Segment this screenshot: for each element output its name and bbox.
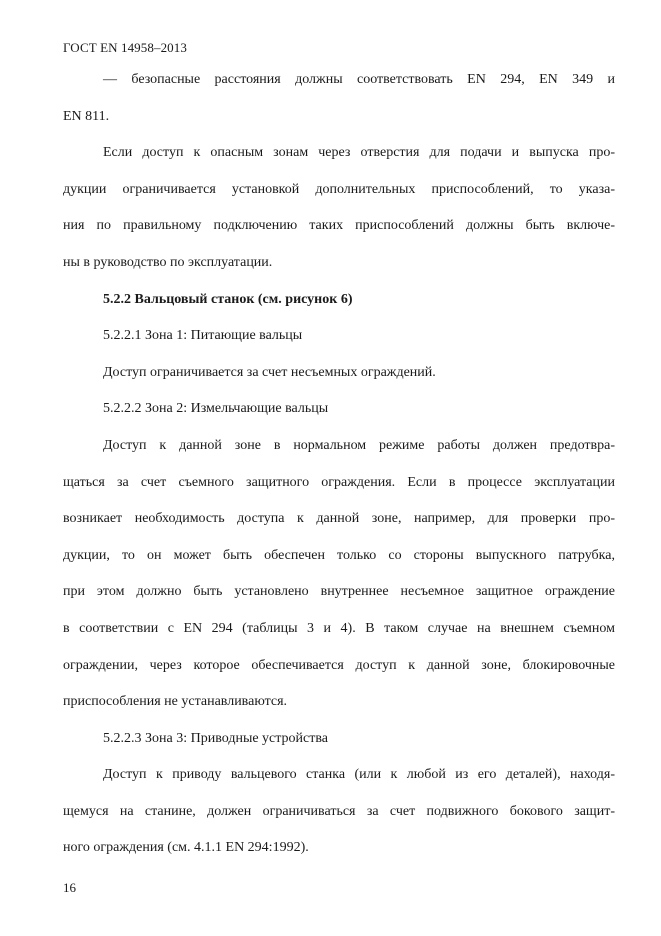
paragraph-line: EN 811. bbox=[63, 108, 110, 124]
subsection-heading: 5.2.2.3 Зона 3: Приводные устройства bbox=[103, 730, 329, 746]
subsection-heading: 5.2.2.2 Зона 2: Измельчающие вальцы bbox=[103, 401, 329, 417]
paragraph-line: Доступ к данной зоне в нормальном режиме работы должен предотвра- bbox=[103, 437, 615, 453]
paragraph-line: при этом должно быть установлено внутреннее несъемное защитное ограждение bbox=[63, 584, 615, 600]
paragraph-line: в соответствии с EN 294 (таблицы 3 и 4). В таком случае на внешнем съемном bbox=[63, 620, 615, 636]
paragraph-line: Доступ ограничивается за счет несъемных ограждений. bbox=[103, 364, 436, 380]
document-header: ГОСТ EN 14958–2013 bbox=[63, 40, 187, 55]
paragraph-line: Если доступ к опасным зонам через отверстия для подачи и выпуска про- bbox=[103, 145, 615, 161]
paragraph-line: ного ограждения (см. 4.1.1 EN 294:1992). bbox=[63, 840, 309, 856]
paragraph-line: — безопасные расстояния должны соответствовать EN 294, EN 349 и bbox=[103, 72, 615, 87]
page-number: 16 bbox=[63, 880, 76, 895]
subsection-heading: 5.2.2.1 Зона 1: Питающие вальцы bbox=[103, 328, 303, 344]
paragraph-line: Доступ к приводу вальцевого станка (или к любой из его деталей), находя- bbox=[103, 767, 615, 783]
paragraph-line: дукции ограничивается установкой дополнительных приспособлений, то указа- bbox=[63, 181, 615, 197]
paragraph-line: приспособления не устанавливаются. bbox=[63, 694, 288, 710]
section-heading: 5.2.2 Вальцовый станок (см. рисунок 6) bbox=[103, 291, 353, 307]
paragraph-line: щаться за счет съемного защитного ограждения. Если в процессе эксплуатации bbox=[63, 474, 615, 490]
paragraph-line: ны в руководство по эксплуатации. bbox=[63, 254, 273, 270]
paragraph-line: возникает необходимость доступа к данной зоне, например, для проверки про- bbox=[63, 511, 615, 527]
document-body bbox=[63, 62, 615, 867]
paragraph-line: дукции, то он может быть обеспечен только со стороны выпускного патрубка, bbox=[63, 547, 615, 563]
paragraph-line: ограждении, через которое обеспечивается доступ к данной зоне, блокировочные bbox=[63, 657, 615, 673]
paragraph-line: ния по правильному подключению таких приспособлений должны быть включе- bbox=[63, 218, 615, 234]
paragraph-line: щемуся на станине, должен ограничиваться за счет подвижного бокового защит- bbox=[63, 803, 615, 819]
